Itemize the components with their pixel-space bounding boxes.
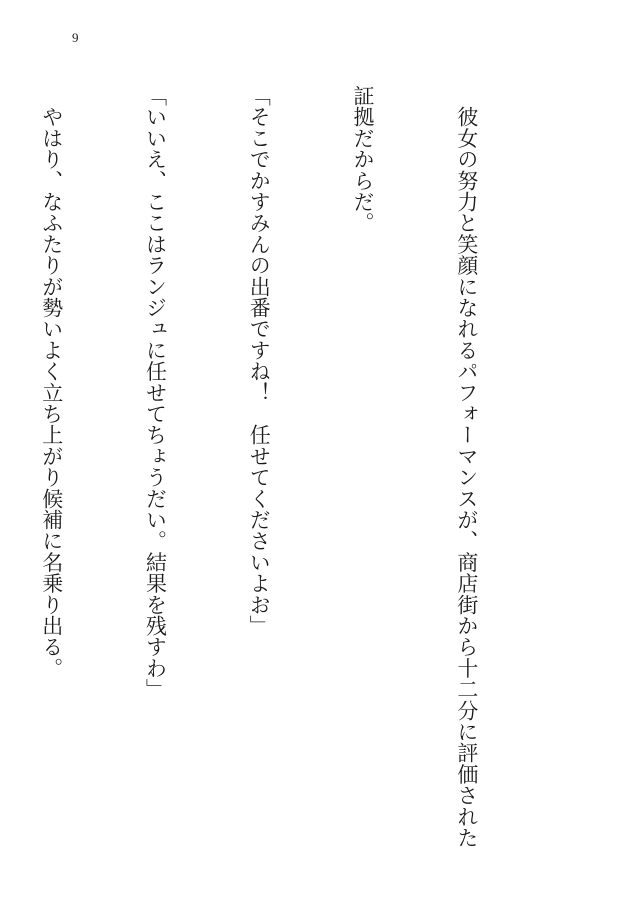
page-number: 9 <box>72 30 79 45</box>
text-line: 彼女の努力と笑顔になれるパフォーマンスが、商店街から十二分に評価された <box>454 85 479 849</box>
text-line: 「いいえ、ここはランジュに任せてちょうだい。結果を残すわ」 <box>143 85 168 700</box>
text-line: 「そこでかすみんの出番ですね！ 任せてくださいよお」 <box>247 85 272 637</box>
body-text <box>0 85 553 849</box>
text-line: やはり、なふたりが勢いよく立ち上がり候補に名乗り出る。 <box>39 85 64 679</box>
text-line: 証拠だからだ。 <box>351 85 376 234</box>
